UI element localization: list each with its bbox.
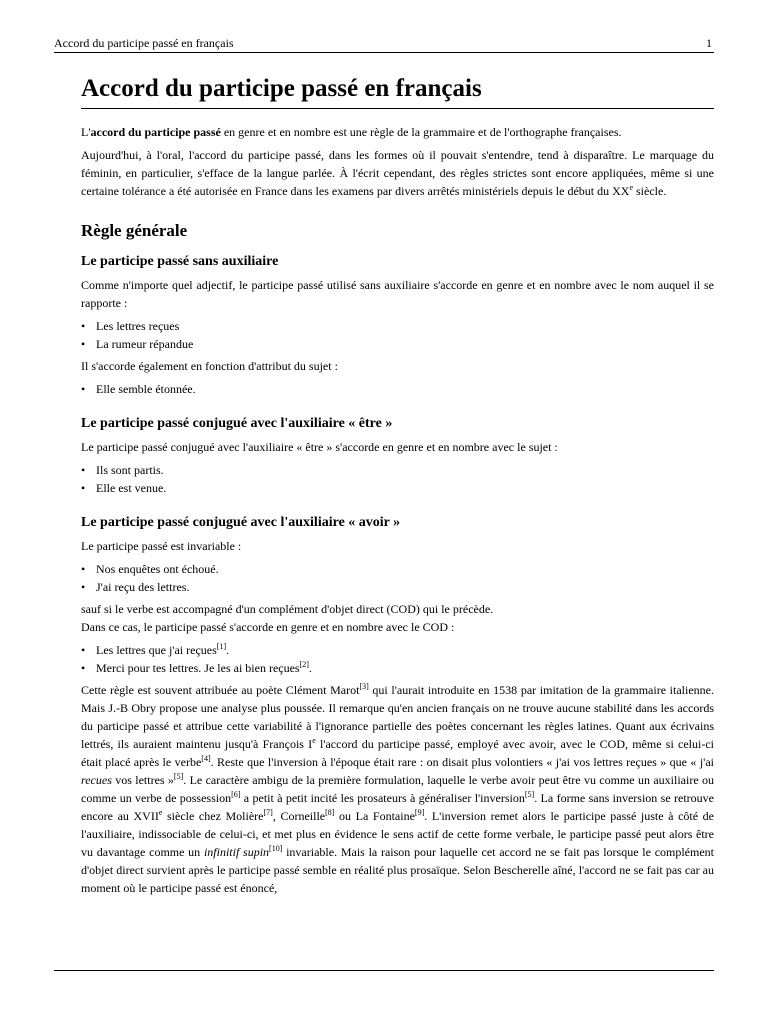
paragraph: sauf si le verbe est accompagné d'un complément d'objet direct (COD) qui le précède.: [81, 602, 494, 616]
list-item: • Elle est venue.: [81, 479, 714, 497]
list-item: • J'ai reçu des lettres.: [81, 578, 714, 596]
article-body: [81, 72, 714, 902]
example-list: [81, 641, 714, 677]
list-item: • Elle semble étonnée.: [81, 380, 714, 398]
paragraph: Comme n'importe quel adjectif, le participe passé utilisé sans auxiliaire s'accorde en genre et en nombre avec le nom auquel il se rapporte :: [81, 278, 714, 310]
footnote-ref[interactable]: [1]: [216, 642, 227, 651]
list-item: • Ils sont partis.: [81, 461, 714, 479]
subsection-heading-auxiliaire-etre: Le participe passé conjugué avec l'auxiliaire « être »: [81, 416, 393, 431]
footnote-ref[interactable]: [6]: [231, 790, 241, 799]
paragraph: Dans ce cas, le participe passé s'accorde en genre et en nombre avec le COD :: [81, 620, 455, 634]
running-header: [54, 34, 714, 53]
footnote-ref[interactable]: [2]: [299, 660, 309, 669]
footnote-ref[interactable]: [5]: [173, 772, 184, 781]
intro-bold-term: accord du participe passé: [90, 125, 221, 139]
example-list: [81, 560, 714, 596]
section-heading-regle-generale: Règle générale: [81, 221, 188, 240]
example-list: [81, 461, 714, 497]
footnote-ref[interactable]: [8]: [325, 808, 335, 817]
footnote-ref[interactable]: [10]: [269, 844, 283, 853]
page-title: Accord du participe passé en français: [81, 72, 714, 109]
footnote-ref[interactable]: [4]: [201, 754, 211, 763]
footnote-ref[interactable]: [5]: [524, 790, 535, 799]
intro-paragraph-2: Aujourd'hui, à l'oral, l'accord du participe passé, dans les formes où il pouvait s'entendre, tend à disparaître. Le marquage du féminin, en particulier, s'efface de la langue parlée. À l'écrit cependant, des règles strictes sont encore appliquées, même si une certaine tolérance a été autorisée en France dans les examens par divers arrêtés ministériels depuis le début du XXe siècle.: [81, 148, 714, 198]
list-item: • La rumeur répandue: [81, 335, 714, 353]
intro-paragraph: L'accord du participe passé en genre et en nombre est une règle de la grammaire et de l'orthographe françaises.: [81, 125, 622, 139]
example-list: [81, 380, 714, 398]
paragraph: Le participe passé est invariable :: [81, 539, 242, 553]
history-paragraph: Cette règle est souvent attribuée au poète Clément Marot[3] qui l'aurait introduite en 1538 par imitation de la grammaire italienne. Mais J.-B Obry propose une analyse plus poussée. Il remarque qu'en ancien français on ne trouve aucune stabilité dans les accords du participe passé et attribue cette variabilité à l'ignorance partielle des poètes concernant les règles latines. Quant aux écrivains lettrés, ils auraient maintenu jusqu'à François Ie l'accord du participe passé, employé avec avoir, avec le COD, même si celui-ci était placé après le verbe[4]. Reste que l'inversion à l'époque était rare : on disait plus volontiers « j'ai vos lettres reçues » que « j'ai recues vos lettres »[5]. Le caractère ambigu de la première formulation, laquelle le verbe avoir peut être vu comme un auxiliaire ou comme un verbe de possession[6] a petit à petit incité les prosateurs à généraliser l'inversion[5]. La forme sans inversion se retrouve encore au XVIIe siècle chez Molière[7], Corneille[8] ou La Fontaine[9]. L'inversion remet alors le participe passé juste à côté de l'auxiliaire, indissociable de celui-ci, et met plus en évidence le sens actif de cette forme verbale, le participe passé peut alors être vu davantage comme un infinitif supin[10] invariable. Mais la raison pour laquelle cet accord ne se fait pas lorsque le complément d'objet direct survient après le participe passé semble en réalité plus prosaïque. Selon Bescherelle aîné, l'accord ne se fait pas car au moment où le participe passé est énoncé,: [81, 682, 715, 895]
list-item: • Les lettres reçues: [81, 317, 714, 335]
footnote-ref[interactable]: [3]: [359, 682, 369, 691]
footnote-ref[interactable]: [7]: [263, 808, 273, 817]
paragraph: Il s'accorde également en fonction d'attribut du sujet :: [81, 359, 338, 373]
list-item: • Merci pour tes lettres. Je les ai bien reçues[2].: [81, 659, 714, 677]
running-header-title: Accord du participe passé en français: [54, 36, 234, 50]
example-list: [81, 317, 714, 353]
list-item: • Nos enquêtes ont échoué.: [81, 560, 714, 578]
subsection-heading-sans-auxiliaire: Le participe passé sans auxiliaire: [81, 254, 279, 269]
subsection-heading-auxiliaire-avoir: Le participe passé conjugué avec l'auxiliaire « avoir »: [81, 515, 401, 530]
paragraph: Le participe passé conjugué avec l'auxiliaire « être » s'accorde en genre et en nombre avec le sujet :: [81, 440, 558, 454]
footnote-ref[interactable]: [9]: [414, 808, 425, 817]
footer-rule: [54, 970, 714, 971]
list-item: • Les lettres que j'ai reçues[1].: [81, 641, 714, 659]
page-number: 1: [706, 36, 712, 50]
